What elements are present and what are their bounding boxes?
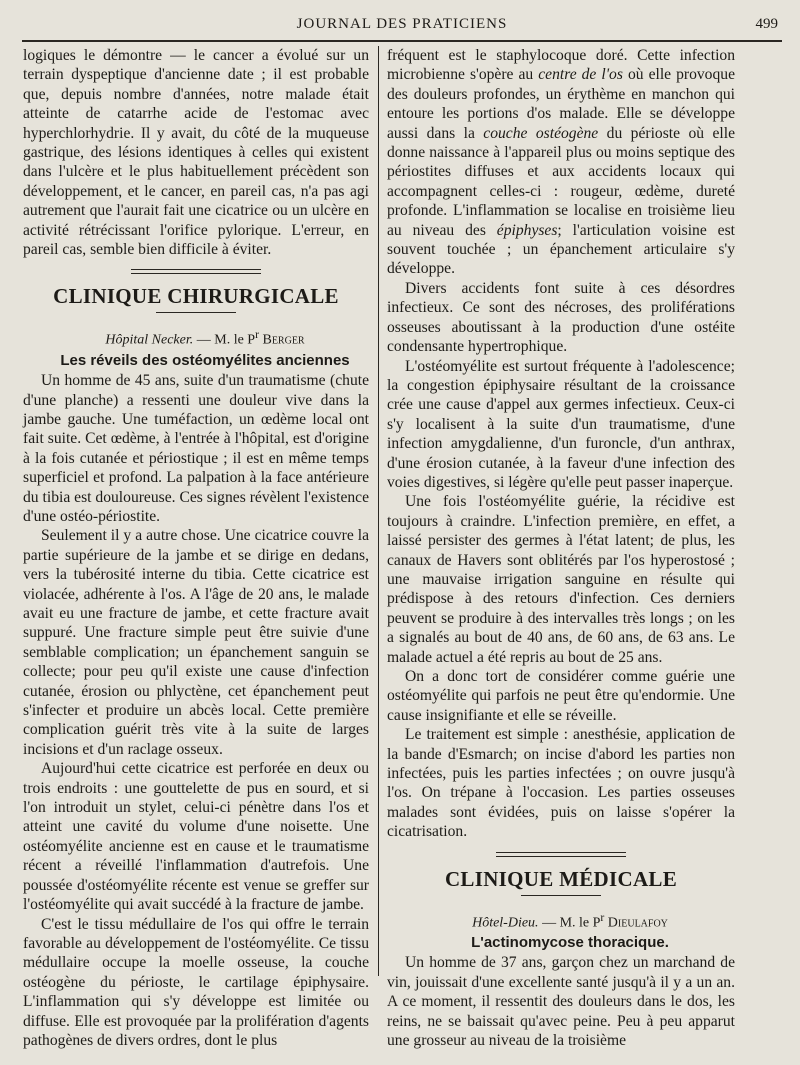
text-run: ; l'articulation voisine est souvent touchée ; un épanchement articulaire s'y développe. <box>387 221 735 278</box>
emphasis: centre de l'os <box>538 66 623 84</box>
paragraph: Une fois l'ostéomyélite guérie, la récidive est toujours à craindre. L'infection première, en effet, a laissé persister des germes à l'état latent; de plus, les canaux de Havers sont oblitérés par l'os hyperostosé ; une mauvaise irrigation sanguine en résulte qui prédispose à des retours d'infection. Ces derniers peuvent se produire à des intervalles très longs ; on les a signalés au bout de 40 ans, de 60 ans, de 63 ans. Le malade actuel a été repris au bout de 25 ans. <box>387 493 735 666</box>
section-rule <box>496 852 626 857</box>
hospital-line <box>23 325 369 351</box>
paragraph: Aujourd'hui cette cicatrice est perforée en deux ou trois endroits : une gouttelette de pus en sourd, et si l'on introduit un stylet, celui-ci pénètre dans l'os et atteint une cavité du volume d'une noisette. Une ostéomyélite ancienne est en cause et le traumatisme récent a réveillé l'inflammation d'autrefois. Une poussée d'ostéomyélite récente est venue se greffer sur l'ostéomyélite qui avait succédé à la fracture de jambe. <box>23 760 369 914</box>
paragraph <box>387 46 735 279</box>
title-underline <box>156 312 236 313</box>
section-rule <box>131 269 261 274</box>
right-column <box>387 46 735 1050</box>
paragraph: C'est le tissu médullaire de l'os qui offre le terrain favorable au développement de l'ostéomyélite. Ce tissu médullaire occupe la moelle osseuse, la couche ostéogène du périoste, le cartilage épiphysaire. L'inflammation qui s'y développe est limitée ou diffuse. Elle est provoquée par la prolifération d'agents pathogènes de divers ordres, dont le plus <box>23 915 369 1049</box>
article-subhead: L'actinomycose thoracique. <box>471 934 669 952</box>
emphasis: épiphyses <box>496 221 558 239</box>
paragraph: Le traitement est simple : anesthésie, application de la bande d'Esmarch; on incise d'abord les parties non infectées, puis les parties infectées ; on ouvre jusqu'à l'os. On trépane à l'occasion. Les parties osseuses malades sont évidées, puis on laisse s'opérer la cicatrisation. <box>387 726 735 841</box>
professor-name: Dieulafoy <box>604 915 668 931</box>
title-sup: r <box>600 910 605 924</box>
paragraph: Un homme de 45 ans, suite d'un traumatisme (chute d'une planche) a ressenti une douleur vive dans la jambe gauche. Une tuméfaction, un œdème local ont fait suite. Cet œdème, à l'entrée à l'hôpital, est d'origine à la fois cutanée et périostique ; il est en même temps superficiel et profond. La palpation à la face antérieure du tibia est douloureuse. Ces signes révèlent l'existence d'une ostéo-périostite. <box>23 372 369 525</box>
article-subhead: Les réveils des ostéomyélites anciennes <box>60 352 350 370</box>
text-run: du périoste où elle donne naissance à l'appareil plus ou moins septique des périostites diffuses et aux accidents locaux qui accompagnent celles-ci : rougeur, œdème, dureté profonde. L'inflammation se localise en troisième lieu au niveau des <box>387 124 735 239</box>
paragraph: Seulement il y a autre chose. Une cicatrice couvre la partie supérieure de la jambe et se dirige en dedans, vers la tubérosité interne du tibia. Cette cicatrice est violacée, adhérente à l'os. A l'âge de 20 ans, le malade avait eu une fracture de jambe, et cette fracture avait suppuré. Une fracture simple peut être suivie d'une semblable complication; un épanchement sanguin se collecte; pour peu qu'il existe une cause d'infection cutanée, érosion ou phlyctène, cet épanchement peut s'infecter et produire un abcès local. Cette première complication guérit très vite à la suite de larges incisions et d'un raclage osseux. <box>23 527 369 758</box>
hospital-rest: — M. le P <box>538 915 601 931</box>
hospital-rest: — M. le P <box>193 333 256 349</box>
column-divider <box>378 46 379 976</box>
text-run: où elle provoque des douleurs profondes, un érythème en manchon qui entoure les portions d'os malade. Elle se développe aussi dans la <box>387 66 735 142</box>
section-title-medicale: CLINIQUE MÉDICALE <box>444 866 678 891</box>
hospital-place: Hôtel-Dieu. <box>472 915 539 931</box>
page-header <box>22 12 782 38</box>
professor-name: Berger <box>258 333 305 349</box>
page-number: 499 <box>755 16 778 32</box>
section-title-chirurgicale: CLINIQUE CHIRURGICALE <box>53 284 339 309</box>
paragraph: On a donc tort de considérer comme guérie une ostéomyélite qui parfois ne peut être qu'endormie. Une cause insignifiante et elle se réveille. <box>387 668 735 724</box>
paragraph: Divers accidents font suite à ces désordres infectieux. Ce sont des nécroses, des proliférations osseuses aboutissant à la production d'une ostéite condensante hypertrophique. <box>387 279 735 356</box>
paragraph: logiques le démontre — le cancer a évolué sur un terrain dyspeptique d'ancienne date ; il est probable que, depuis nombre d'années, notre malade était atteinte de catarrhe acide de l'estomac avec hyperchlorhydrie. Il y avait, du côté de la muqueuse gastrique, des lésions identiques à celles qui existent dans l'ulcère et le plus habituellement précèdent son développement, et le cancer, en pareil cas, n'a pas agi autrement que l'aurait fait une cicatrice ou un ulcère en activité rétrécissant l'orifice pylorique. L'erreur, en pareil cas, semble bien difficile à éviter. <box>23 47 369 259</box>
hospital-place: Hôpital Necker. <box>105 333 194 349</box>
title-underline <box>521 895 601 896</box>
hospital-line <box>387 908 735 934</box>
left-column <box>23 46 369 1050</box>
title-sup: r <box>255 328 259 342</box>
journal-title: JOURNAL DES PRATICIENS <box>296 16 508 32</box>
header-rule <box>22 40 782 42</box>
emphasis: couche ostéogène <box>483 124 599 142</box>
text-run: fréquent est le staphylocoque doré. Cette infection microbienne s'opère au <box>387 47 735 84</box>
paragraph: L'ostéomyélite est surtout fréquente à l'adolescence; la congestion épiphysaire résultant de la croissance crée une cause d'appel aux germes infectieux. Ceux-ci s'y localisent à la suite d'un traumatisme, d'une infection amygdalienne, d'un furoncle, d'un anthrax, d'une érosion cutanée, à la faveur d'une infection des voies digestives, si légère qu'elle peut passer inaperçue. <box>387 357 735 491</box>
paragraph: Un homme de 37 ans, garçon chez un marchand de vin, jouissait d'une excellente santé jusqu'à il y a un an. A ce moment, il ressentit des douleurs dans le dos, les reins, ne se baissait qu'avec peine. Peu à peu apparut une grosseur au niveau de la troisième <box>387 954 735 1049</box>
